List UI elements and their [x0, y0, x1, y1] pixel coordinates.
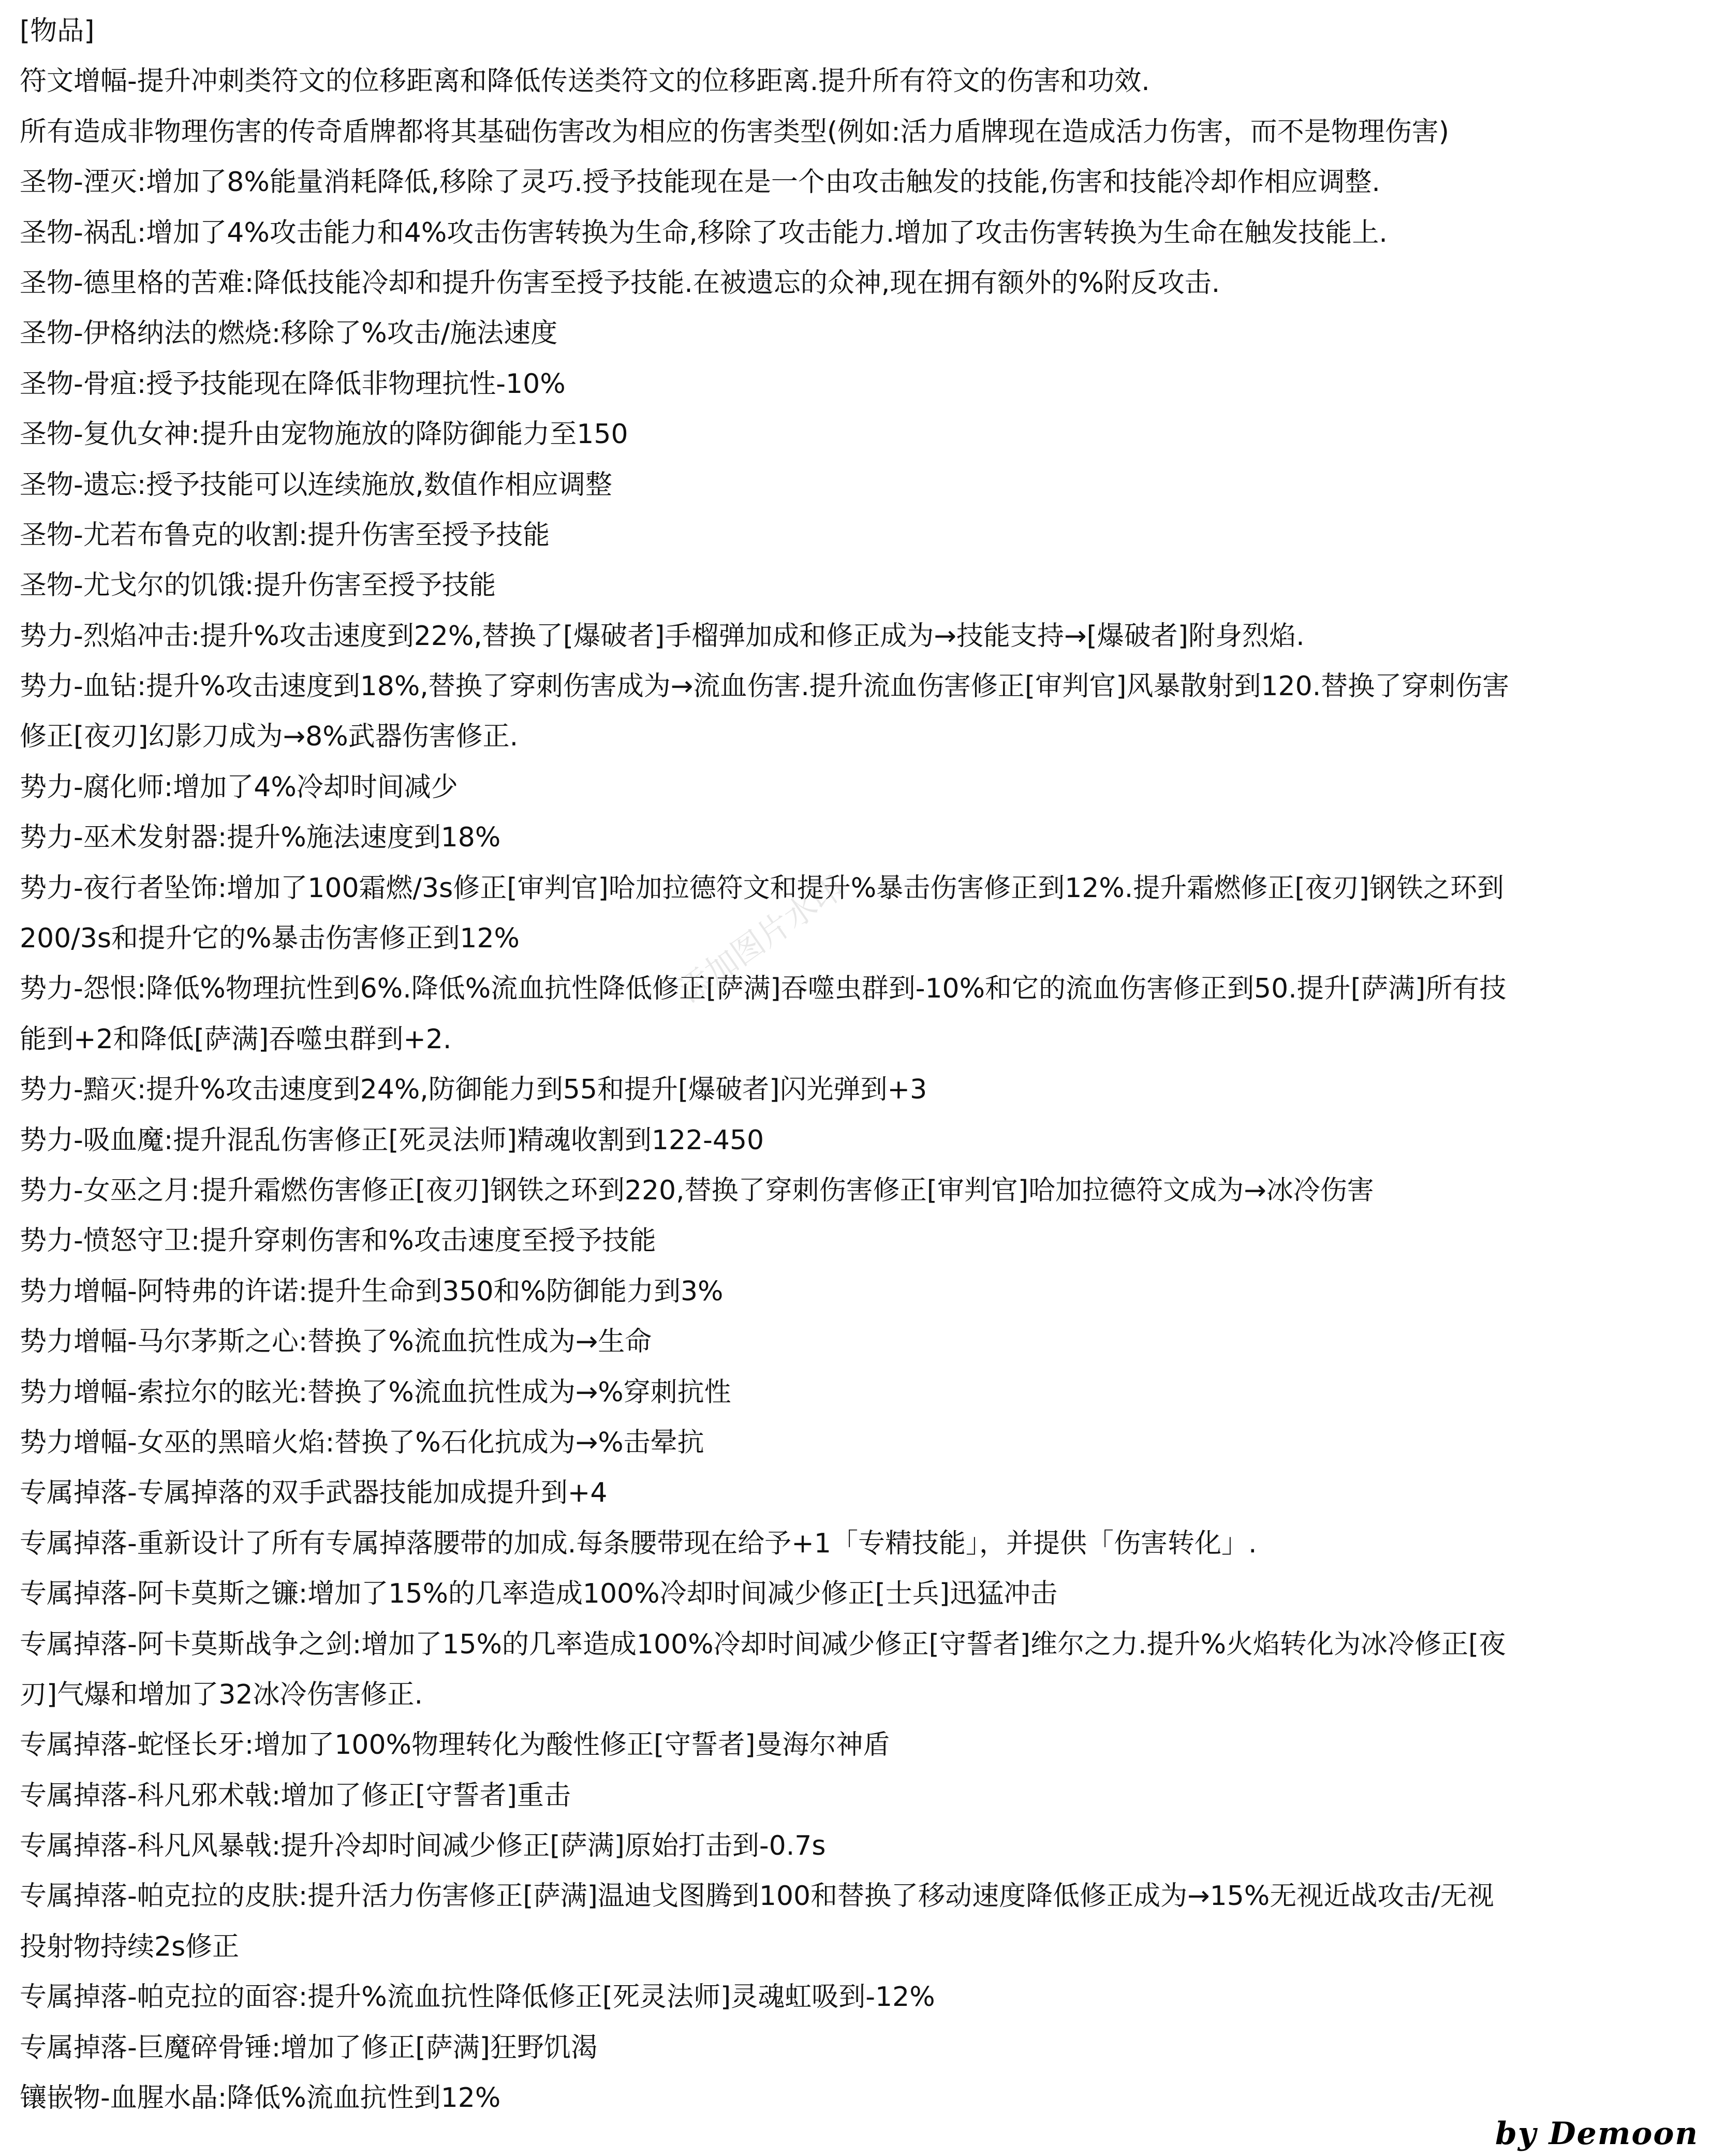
patch-note-line: 势力增幅-索拉尔的眩光:替换了%流血抗性成为→%穿刺抗性 — [20, 1376, 731, 1408]
patch-note-line: 专属掉落-重新设计了所有专属掉落腰带的加成.每条腰带现在给予+1「专精技能」，并提供「伤害转化」. — [20, 1528, 1257, 1559]
patch-note-line: 圣物-尤戈尔的饥饿:提升伤害至授予技能 — [20, 570, 496, 602]
patch-note-line: 势力-愤怒守卫:提升穿刺伤害和%攻击速度至授予技能 — [20, 1225, 656, 1257]
patch-note-line: 势力增幅-女巫的黑暗火焰:替换了%石化抗成为→%击晕抗 — [20, 1427, 704, 1458]
patch-note-line: 专属掉落-专属掉落的双手武器技能加成提升到+4 — [20, 1477, 608, 1509]
patch-notes-document — [20, 6, 1697, 2123]
patch-note-line: 势力-腐化师:增加了4%冷却时间减少 — [20, 771, 458, 803]
patch-note-line: 势力-吸血魔:提升混乱伤害修正[死灵法师]精魂收割到122-450 — [20, 1124, 764, 1156]
section-title: [物品] — [20, 16, 95, 47]
patch-note-line: 圣物-德里格的苦难:降低技能冷却和提升伤害至授予技能.在被遗忘的众神,现在拥有额外的%附反攻击. — [20, 267, 1220, 299]
patch-note-line: 势力-烈焰冲击:提升%攻击速度到22%,替换了[爆破者]手榴弹加成和修正成为→技能支持→[爆破者]附身烈焰. — [20, 620, 1305, 652]
patch-note-line: 镶嵌物-血腥水晶:降低%流血抗性到12% — [20, 2082, 501, 2114]
patch-note-line: 刃]气爆和增加了32冰冷伤害修正. — [20, 1679, 423, 1710]
patch-note-line: 圣物-骨疽:授予技能现在降低非物理抗性-10% — [20, 368, 566, 400]
patch-note-line: 专属掉落-帕克拉的面容:提升%流血抗性降低修正[死灵法师]灵魂虹吸到-12% — [20, 1982, 935, 2013]
patch-note-line: 势力-怨恨:降低%物理抗性到6%.降低%流血抗性降低修正[萨满]吞噬虫群到-10%和它的流血伤害修正到50.提升[萨满]所有技 — [20, 973, 1507, 1005]
patch-note-line: 修正[夜刃]幻影刀成为→8%武器伤害修正. — [20, 721, 519, 753]
patch-note-line: 势力-夜行者坠饰:增加了100霜燃/3s修正[审判官]哈加拉德符文和提升%暴击伤害修正到12%.提升霜燃修正[夜刃]钢铁之环到 — [20, 872, 1504, 904]
patch-note-line: 势力-黯灭:提升%攻击速度到24%,防御能力到55和提升[爆破者]闪光弹到+3 — [20, 1074, 927, 1106]
patch-note-line: 专属掉落-帕克拉的皮肤:提升活力伤害修正[萨满]温迪戈图腾到100和替换了移动速度降低修正成为→15%无视近战攻击/无视 — [20, 1881, 1494, 1912]
patch-note-line: 势力增幅-马尔茅斯之心:替换了%流血抗性成为→生命 — [20, 1326, 652, 1358]
patch-note-line: 圣物-祸乱:增加了4%攻击能力和4%攻击伤害转换为生命,移除了攻击能力.增加了攻击伤害转换为生命在触发技能上. — [20, 217, 1388, 248]
patch-note-line: 投射物持续2s修正 — [20, 1931, 240, 1962]
patch-note-line: 专属掉落-巨魔碎骨锤:增加了修正[萨满]狂野饥渴 — [20, 2032, 598, 2063]
patch-note-line: 专属掉落-蛇怪长牙:增加了100%物理转化为酸性修正[守誓者]曼海尔神盾 — [20, 1729, 890, 1761]
patch-note-line: 专属掉落-科凡邪术戟:增加了修正[守誓者]重击 — [20, 1780, 571, 1811]
patch-note-line: 势力增幅-阿特弗的许诺:提升生命到350和%防御能力到3% — [20, 1275, 724, 1307]
patch-note-line: 符文增幅-提升冲刺类符文的位移距离和降低传送类符文的位移距离.提升所有符文的伤害和功效. — [20, 66, 1150, 97]
patch-note-line: 能到+2和降低[萨满]吞噬虫群到+2. — [20, 1023, 452, 1055]
patch-note-line: 势力-巫术发射器:提升%施法速度到18% — [20, 822, 501, 854]
patch-note-line: 圣物-尤若布鲁克的收割:提升伤害至授予技能 — [20, 519, 550, 551]
patch-note-line: 势力-血钻:提升%攻击速度到18%,替换了穿刺伤害成为→流血伤害.提升流血伤害修正[审判官]风暴散射到120.替换了穿刺伤害 — [20, 671, 1510, 702]
watermark: 添加图片水印 — [671, 868, 851, 1010]
patch-note-list — [20, 56, 1697, 2123]
patch-note-line: 圣物-遗忘:授予技能可以连续施放,数值作相应调整 — [20, 469, 612, 501]
patch-note-line: 所有造成非物理伤害的传奇盾牌都将其基础伤害改为相应的伤害类型(例如:活力盾牌现在造成活力伤害，而不是物理伤害) — [20, 116, 1450, 148]
patch-note-line: 200/3s和提升它的%暴击伤害修正到12% — [20, 923, 520, 955]
patch-note-line: 专属掉落-阿卡莫斯之镰:增加了15%的几率造成100%冷却时间减少修正[士兵]迅猛冲击 — [20, 1578, 1058, 1610]
patch-note-line: 圣物-湮灭:增加了8%能量消耗降低,移除了灵巧.授予技能现在是一个由攻击触发的技能,伤害和技能冷却作相应调整. — [20, 167, 1380, 198]
patch-note-line: 圣物-复仇女神:提升由宠物施放的降防御能力至150 — [20, 419, 628, 450]
patch-note-line: 势力-女巫之月:提升霜燃伤害修正[夜刃]钢铁之环到220,替换了穿刺伤害修正[审判官]哈加拉德符文成为→冰冷伤害 — [20, 1175, 1374, 1206]
author-signature: by Demoon — [1495, 2116, 1699, 2152]
patch-note-line: 圣物-伊格纳法的燃烧:移除了%攻击/施法速度 — [20, 318, 558, 349]
patch-note-line: 专属掉落-阿卡莫斯战争之剑:增加了15%的几率造成100%冷却时间减少修正[守誓者]维尔之力.提升%火焰转化为冰冷修正[夜 — [20, 1629, 1506, 1660]
patch-note-line: 专属掉落-科凡风暴戟:提升冷却时间减少修正[萨满]原始打击到-0.7s — [20, 1830, 826, 1862]
